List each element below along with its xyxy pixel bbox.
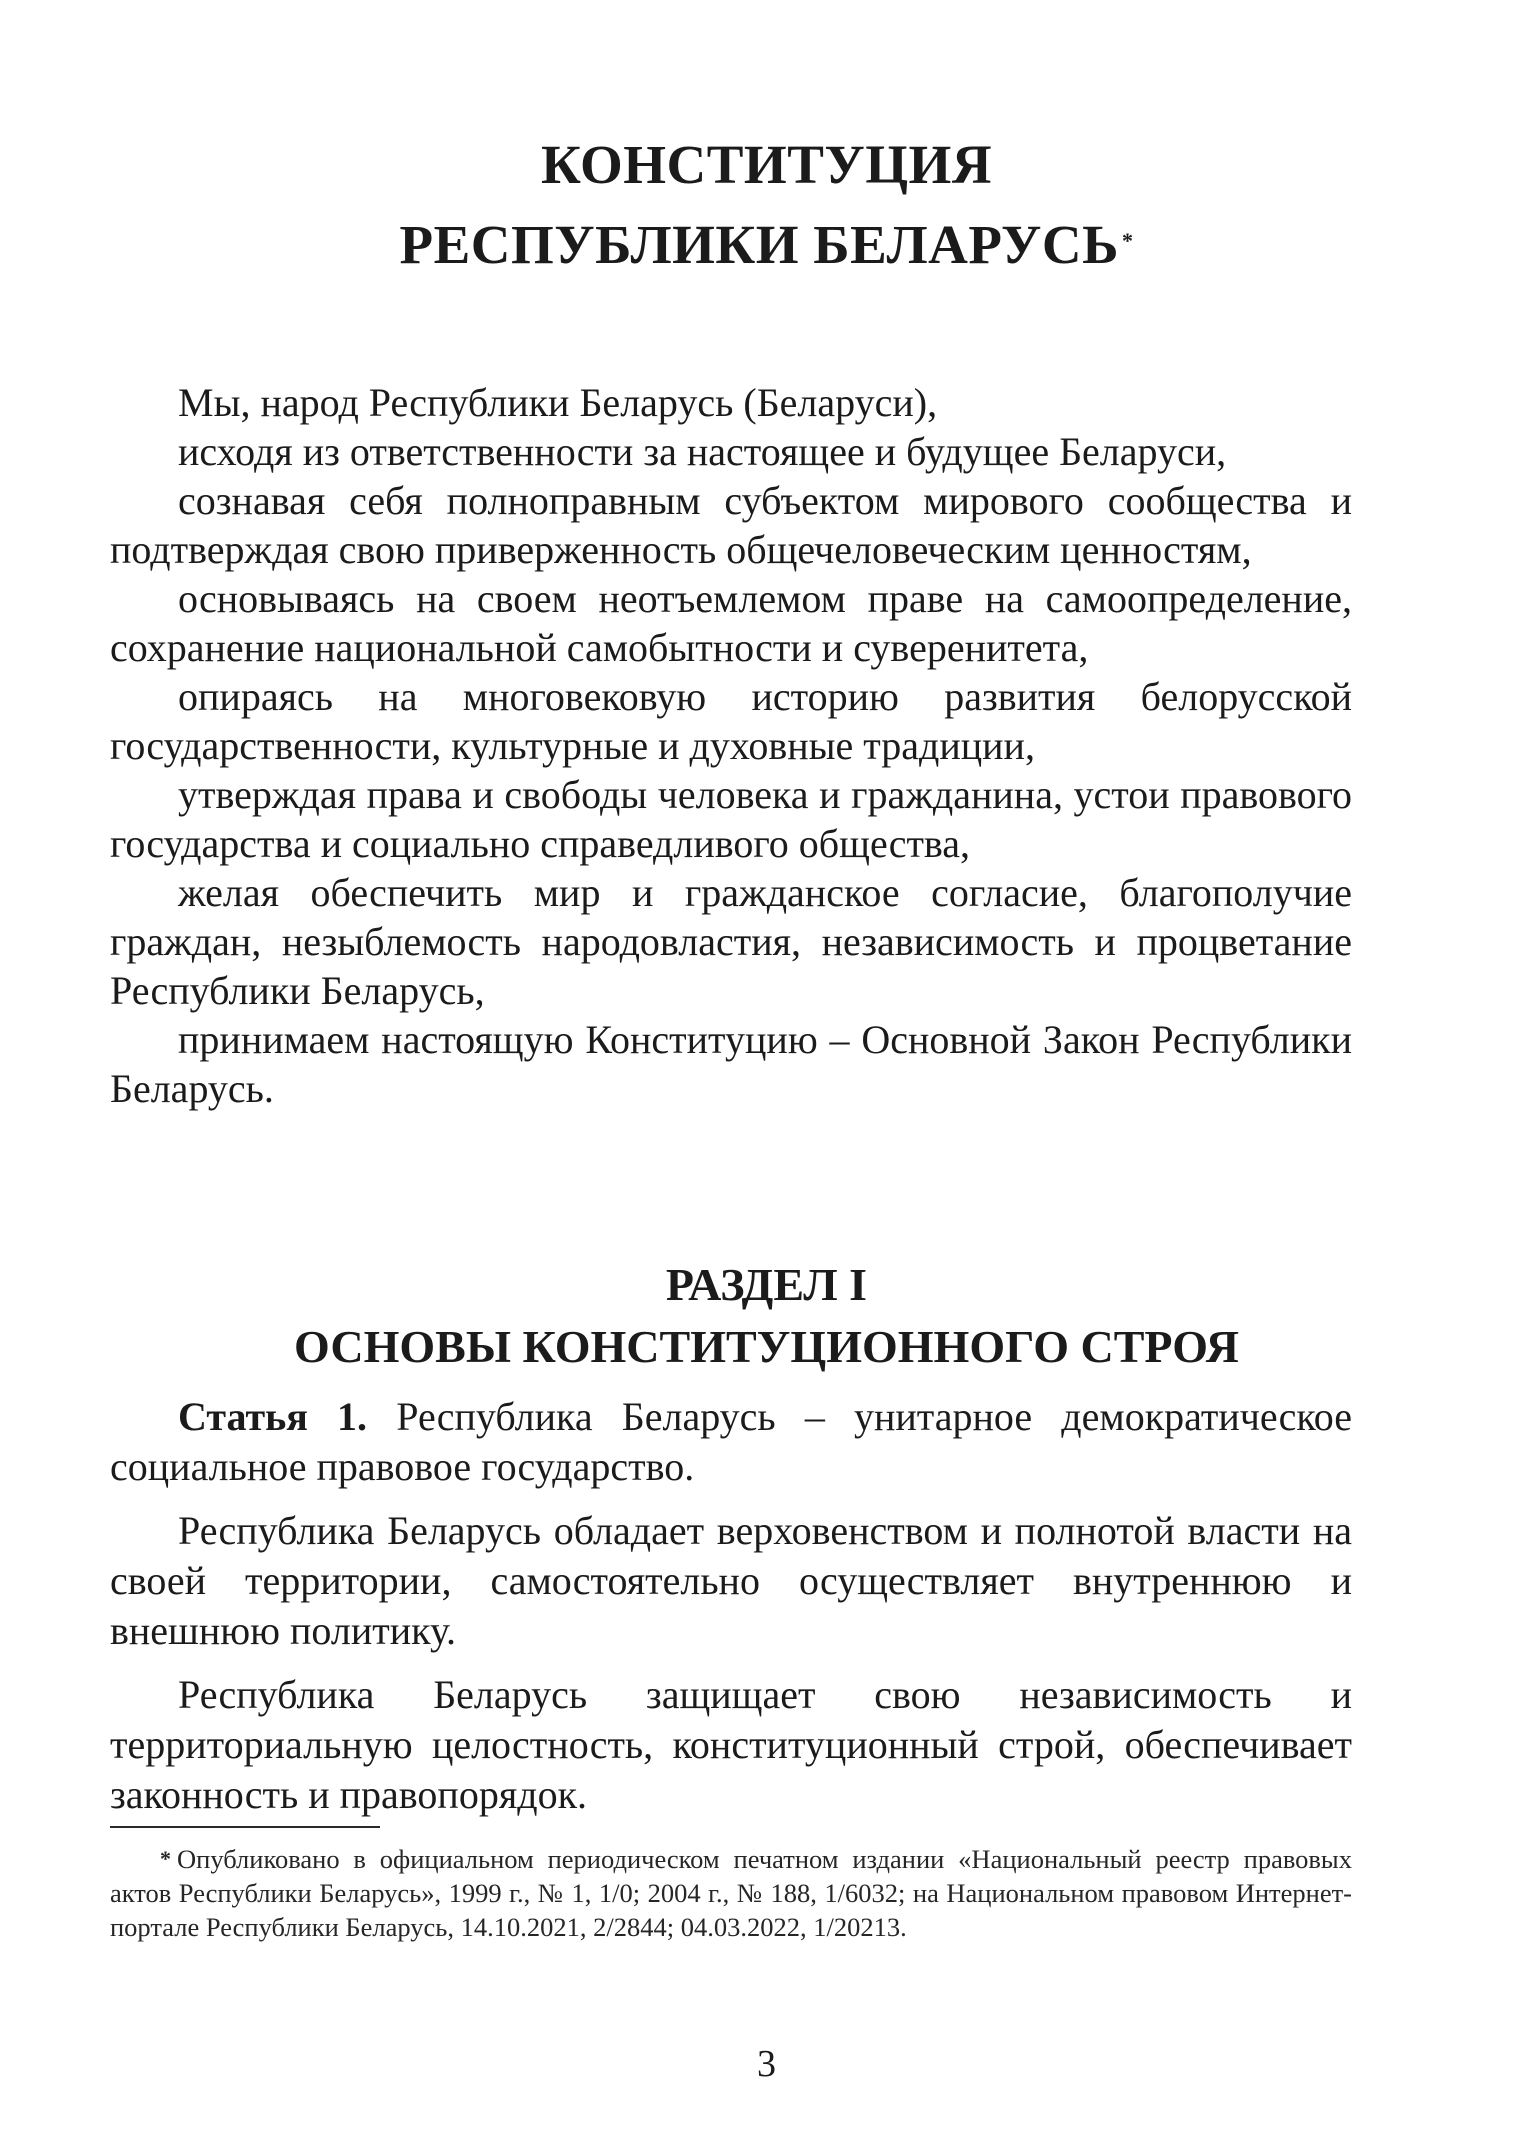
article-label: Статья 1. xyxy=(178,1394,368,1439)
document-title-line2 xyxy=(0,210,1533,280)
title-footnote-marker: * xyxy=(1122,228,1134,253)
preamble-paragraph: опираясь на многовековую историю развития белорусской государственности, культурные и духовные традиции, xyxy=(110,674,1352,768)
preamble-paragraph: основываясь на своем неотъемлемом праве на самоопределение, сохранение национальной самобытности и суверенитета, xyxy=(110,576,1352,670)
section-title-heading: ОСНОВЫ КОНСТИТУЦИОННОГО СТРОЯ xyxy=(294,1321,1239,1372)
document-title-line1 xyxy=(0,130,1533,200)
title-line2-text: РЕСПУБЛИКИ БЕЛАРУСЬ xyxy=(399,214,1119,275)
preamble-paragraph: Мы, народ Республики Беларусь (Беларуси), xyxy=(178,380,938,425)
footnote-paragraph xyxy=(110,1842,1352,1944)
article-text: Республика Беларусь – унитарное демократическое социальное правовое государство. xyxy=(110,1394,1353,1489)
preamble-paragraph: желая обеспечить мир и гражданское согласие, благополучие граждан, незыблемость народовластия, независимость и процветание Республики Беларусь, xyxy=(110,870,1352,1013)
section-number-heading: РАЗДЕЛ I xyxy=(665,1259,868,1310)
preamble-paragraph: сознавая себя полноправным субъектом мирового сообщества и подтверждая свою приверженность общечеловеческим ценностям, xyxy=(110,478,1352,572)
preamble xyxy=(110,378,1352,1113)
article-paragraph: Республика Беларусь защищает свою независимость и территориальную целостность, конституционный строй, обеспечивает законность и правопорядок. xyxy=(110,1672,1352,1817)
preamble-paragraph: утверждая права и свободы человека и гражданина, устои правового государства и социально справедливого общества, xyxy=(110,772,1352,866)
footnote-marker: * xyxy=(160,1846,171,1871)
footnote xyxy=(110,1842,1352,1944)
preamble-paragraph: исходя из ответственности за настоящее и будущее Беларуси, xyxy=(178,429,1227,474)
title-line1-text: КОНСТИТУЦИЯ xyxy=(540,134,993,195)
footnote-text: Опубликовано в официальном периодическом печатном издании «Национальный реестр правовых актов Республики Беларусь», 1999 г., № 1, 1/0; 2004 г., № 188, 1/6032; на Национальном правовом Интернет-портале Республики Беларусь, 14.10.2021, 2/2844; 04.03.2022, 1/20213. xyxy=(110,1844,1352,1942)
article-paragraph: Республика Беларусь обладает верховенством и полнотой власти на своей территории, самостоятельно осуществляет внутреннюю и внешнюю политику. xyxy=(110,1508,1352,1653)
preamble-paragraph: принимаем настоящую Конституцию – Основной Закон Республики Беларусь. xyxy=(110,1017,1352,1111)
page-number: 3 xyxy=(757,2043,776,2085)
footnote-divider xyxy=(110,1826,380,1828)
article-1 xyxy=(110,1392,1352,1820)
article-paragraph xyxy=(110,1392,1352,1492)
